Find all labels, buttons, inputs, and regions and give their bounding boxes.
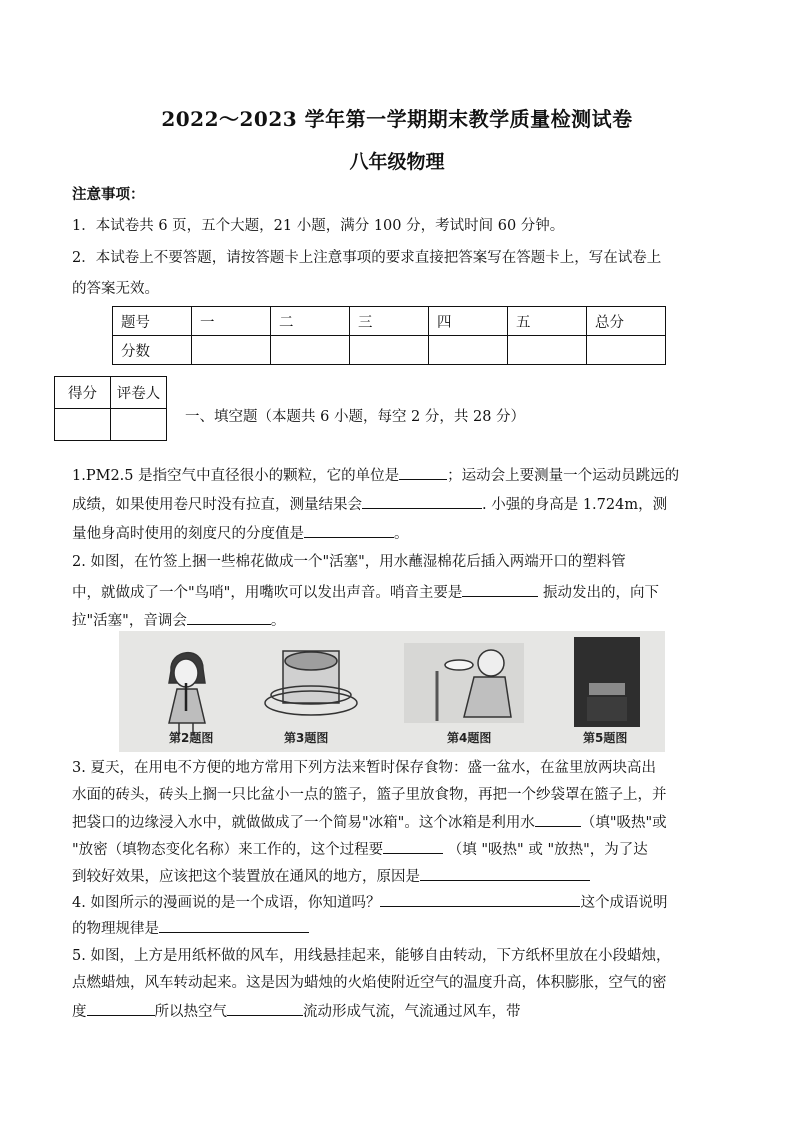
q5-line-2: 点燃蜡烛，风车转动起来。这是因为蜡烛的火焰使附近空气的温度升高，体积膨胀，空气的密 — [72, 975, 667, 991]
answer-blank — [462, 582, 538, 597]
q2-line-2 — [72, 582, 732, 603]
q1-text: 量他身高时使用的刻度尺的分度值是 — [72, 526, 304, 542]
q1-line-1 — [72, 465, 732, 486]
section-heading: 一、填空题（本题共 6 小题，每空 2 分，共 28 分） — [185, 409, 526, 425]
answer-blank — [304, 523, 394, 538]
q4-text: 的物理规律是 — [72, 921, 159, 937]
score-header-cell: 二 — [271, 307, 350, 336]
score-table-header-row — [113, 307, 666, 336]
score-cell — [429, 336, 508, 365]
grader-name-label: 评卷人 — [111, 377, 167, 409]
score-header-cell: 总分 — [587, 307, 666, 336]
score-cell — [271, 336, 350, 365]
q2-text: 振动发出的，向下 — [538, 585, 659, 601]
figure-caption: 第5题图 — [583, 731, 628, 745]
answer-blank — [159, 918, 309, 933]
figure-caption: 第4题图 — [447, 731, 492, 745]
score-table — [112, 306, 666, 365]
score-header-cell: 题号 — [113, 307, 192, 336]
score-header-cell: 五 — [508, 307, 587, 336]
q2-line-1: 2. 如图，在竹签上捆一些棉花做成一个"活塞"，用水蘸湿棉花后插入两端开口的塑料管 — [72, 554, 626, 570]
q5-text: 流动形成气流，气流通过风车，带 — [303, 1004, 521, 1020]
answer-blank — [362, 494, 482, 509]
q5-text: 度 — [72, 1004, 87, 1020]
grader-box — [54, 376, 167, 441]
page-title: 2022～2023 学年第一学期期末教学质量检测试卷 — [161, 107, 633, 131]
q3-line-5 — [72, 866, 732, 887]
q2-text: 中，就做成了一个"鸟哨"，用嘴吹可以发出声音。哨音主要是 — [72, 585, 463, 601]
q4-line-1 — [72, 892, 732, 913]
score-cell — [508, 336, 587, 365]
q1-line-2 — [72, 494, 732, 515]
grader-score-label: 得分 — [55, 377, 111, 409]
q3-text: 到较好效果，应该把这个装置放在通风的地方，原因是 — [72, 869, 420, 885]
q2-line-3 — [72, 610, 732, 631]
q1-text: ；运动会上要测量一个运动员跳远的 — [447, 468, 680, 484]
note-item-1: 1．本试卷共 6 页，五个大题，21 小题，满分 100 分，考试时间 60 分钟。 — [72, 218, 565, 234]
q3-line-2: 水面的砖头，砖头上搁一只比盆小一点的篮子，篮子里放食物，再把一个纱袋罩在篮子上，并 — [72, 787, 667, 803]
q2-text: 拉"活塞"，音调会 — [72, 613, 187, 629]
q4-line-2 — [72, 918, 732, 939]
answer-blank — [420, 866, 590, 881]
answer-blank — [187, 610, 271, 625]
q4-text: 4. 如图所示的漫画说的是一个成语，你知道吗？ — [72, 895, 381, 911]
figure-strip — [119, 631, 665, 752]
q3-line-4 — [72, 839, 732, 860]
q3-line-1: 3. 夏天，在用电不方便的地方常用下列方法来暂时保存食物：盛一盆水，在盆里放两块高出 — [72, 760, 656, 776]
note-item-2-line-1: 2．本试卷上不要答题，请按答题卡上注意事项的要求直接把答案写在答题卡上，写在试卷上 — [72, 250, 662, 266]
figure-caption: 第2题图 — [169, 731, 214, 745]
q5-line-3 — [72, 1001, 732, 1022]
q1-text: . 小强的身高是 1.724m，测 — [482, 497, 668, 513]
score-row-label: 分数 — [113, 336, 192, 365]
grader-score-cell — [55, 409, 111, 441]
girl-whistle-figure — [169, 653, 205, 735]
note-item-2-line-2: 的答案无效。 — [72, 281, 159, 297]
score-table-score-row — [113, 336, 666, 365]
answer-blank — [399, 465, 447, 480]
answer-blank — [383, 839, 443, 854]
q1-text: 。 — [394, 526, 409, 542]
score-header-cell: 三 — [350, 307, 429, 336]
q3-line-3 — [72, 812, 732, 833]
q1-text: 成绩，如果使用卷尺时没有拉直，测量结果会 — [72, 497, 362, 513]
page-subtitle: 八年级物理 — [349, 151, 445, 173]
score-cell — [587, 336, 666, 365]
q1-text: 1.PM2.5 是指空气中直径很小的颗粒，它的单位是 — [72, 468, 400, 484]
q3-text: （填"吸热"或 — [580, 815, 667, 831]
score-header-cell: 一 — [192, 307, 271, 336]
q5-text: 所以热空气 — [154, 1004, 227, 1020]
answer-blank — [227, 1001, 303, 1016]
q2-text: 。 — [270, 613, 286, 629]
grader-name-cell — [111, 409, 167, 441]
figure-caption: 第3题图 — [284, 731, 329, 745]
answer-blank — [380, 892, 580, 907]
q3-text: 把袋口的边缘浸入水中，就做做成了一个简易"冰箱"。这个冰箱是利用水 — [72, 815, 535, 831]
candle-pinwheel-figure — [574, 637, 640, 727]
notes-heading: 注意事项： — [72, 186, 145, 203]
score-cell — [350, 336, 429, 365]
q5-line-1: 5. 如图，上方是用纸杯做的风车，用线悬挂起来，能够自由转动，下方纸杯里放在小段蜡烛， — [72, 948, 671, 964]
answer-blank — [87, 1001, 155, 1016]
q3-text: "放密（填物态变化名称）来工作的，这个过程要 — [72, 842, 384, 858]
basket-basin-figure — [265, 651, 357, 715]
score-header-cell: 四 — [429, 307, 508, 336]
answer-blank — [535, 812, 581, 827]
cartoon-figure — [404, 643, 524, 723]
score-cell — [192, 336, 271, 365]
q1-line-3 — [72, 523, 732, 544]
q3-text: （填 "吸热" 或 "放热"，为了达 — [443, 842, 648, 858]
q4-text: 这个成语说明 — [580, 895, 668, 911]
